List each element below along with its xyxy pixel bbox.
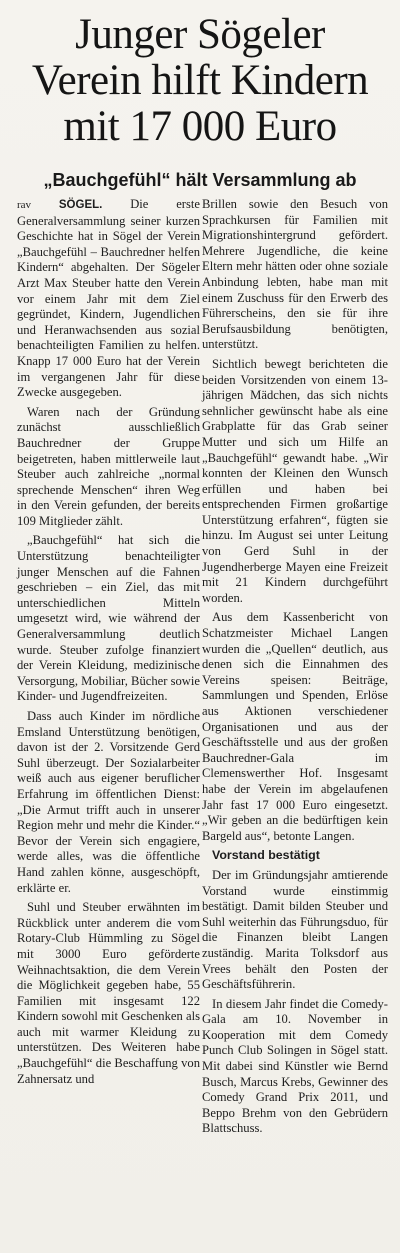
- paragraph: „Bauchgefühl“ hat sich die Unterstützung benachteiligter junger Menschen auf die Fahnen geschrieben – ein Ziel, das mit unterschiedlichen Mitteln umgesetzt wird, wie während der Generalversammlung deutlich wurde. Steuber zufolge finanziert der Verein Kleidung, medizinische Versorgung, Mobiliar, Bücher sowie Kinder- und Jugendfreizeiten.: [17, 533, 200, 704]
- paragraph: Dass auch Kinder im nördliche Emsland Unterstützung benötigen, davon ist der 2. Vorsitzende Gerd Suhl überzeugt. Der Sozialarbeiter weiß auch aus eigener beruflicher Erfahrung im öffentlichen Dienst: „Die Armut trifft auch in unserer Region mehr und mehr die Kinder.“ Bevor der Verein sich engagiere, werde alles, was die öffentliche Hand zahlen könne, ausgeschöpft, erklärte er.: [17, 709, 200, 895]
- paragraph: In diesem Jahr findet die Comedy-Gala am 10. November in Kooperation mit dem Comedy Punch Club Solingen in Sögel statt. Mit dabei sind Künstler wie Bernd Busch, Marcus Krebs, Gewinner des Comedy Grand Prix 2011, und Beppo Brehm von den Gebrüdern Blattschuss.: [202, 996, 388, 1136]
- headline-line-3: mit 17 000 Euro: [63, 103, 337, 150]
- paragraph: Sichtlich bewegt berichteten die beiden Vorsitzenden von einem 13-jährigen Mädchen, das sich nichts sehnlicher gewünscht habe als eine Grabplatte für das Grab seiner Mutter und sich um Hilfe an „Bauchgefühl“ gewandt habe. „Wir konnten der Kleinen den Wunsch erfüllen und haben bei entsprechenden Firmen großartige Unterstützung erfahren“, fügten sie hinzu. Im August sei unter Leitung von Gerd Suhl in der Jugendherberge Mayen eine Freizeit mit 21 Kindern durchgeführt worden.: [202, 356, 388, 605]
- paragraph: Aus dem Kassenbericht von Schatzmeister Michael Langen wurden die „Quellen“ deutlich, aus denen sich die Einnahmen des Vereins speisen: Beiträge, Sammlungen und Spenden, Erlöse aus Aktionen verschiedener Organisationen und aus der Geschäftsstelle und aus der großen Bauchredner-Gala im Clemenswerther Hof. Insgesamt habe der Verein im abgelaufenen Jahr fast 17 000 Euro eingesetzt. „Wir geben an die bedürftigen kein Bargeld aus“, betonte Langen.: [202, 610, 388, 843]
- paragraph-text: Die erste Generalversammlung seiner kurzen Geschichte hat in Sögel der Verein „Bauchgefühl – Bauchredner helfen Kindern“ abgehalten. Der Sögeler Arzt Max Steuber hatte den Verein vor einem Jahr mit dem Ziel gegründet, Kindern, Jugendlichen und Heranwachsenden aus sozial benachteiligten Familien zu helfen. Knapp 17 000 Euro hat der Verein im vergangenen Jahr für diese Zwecke ausgegeben.: [17, 197, 200, 400]
- headline-line-1: Junger Sögeler: [75, 11, 325, 58]
- paragraph: Suhl und Steuber erwähnten im Rückblick unter anderem die vom Rotary-Club Hümmling zu Sögel mit 3000 Euro geförderte Weihnachtsaktion, die dem Verein die Möglichkeit gegeben habe, 55 Familien mit insgesamt 122 Kindern sowohl mit Geschenken als auch mit warmer Kleidung zu unterstützen. Des Weiteren habe „Bauchgefühl“ die Beschaffung von Zahnersatz und: [17, 900, 200, 1086]
- section-heading: Vorstand bestätigt: [212, 848, 320, 863]
- paragraph: Der im Gründungsjahr amtierende Vorstand wurde einstimmig bestätigt. Damit bilden Steuber und Suhl weiterhin das Führungsduo, für die Finanzen bleibt Langen zuständig. Marita Tolksdorf aus Vrees behält den Posten der Geschäftsführerin.: [202, 867, 388, 992]
- paragraph: Waren nach der Gründung zunächst ausschließlich Bauchredner der Gruppe beigetreten, haben mittlerweile laut Steuber auch zahlreiche „normal sprechende Menschen“ ihren Weg in den Verein gefunden, der bereits 109 Mitglieder zählt.: [17, 404, 200, 528]
- headline-line-2: Verein hilft Kindern: [31, 57, 369, 104]
- paragraph: [17, 197, 200, 401]
- paragraph: Brillen sowie den Besuch von Sprachkursen für Familien mit Migrationshintergrund gefördert. Mehrere Jugendliche, die keine Eltern mehr hätten oder ohne soziale Anbindung lebten, habe man mit einem Zuschuss für den Erwerb des Führerscheins, den sie für ihre Berufsausbildung benötigten, unterstützt.: [202, 197, 388, 352]
- article-column-right: [202, 197, 388, 1137]
- dateline: SÖGEL.: [58, 199, 103, 211]
- author-initials: rav: [17, 199, 32, 211]
- article-column-left: [17, 197, 200, 1087]
- article-headline: [0, 12, 400, 150]
- article-subheadline: „Bauchgefühl“ hält Versammlung ab: [43, 170, 357, 190]
